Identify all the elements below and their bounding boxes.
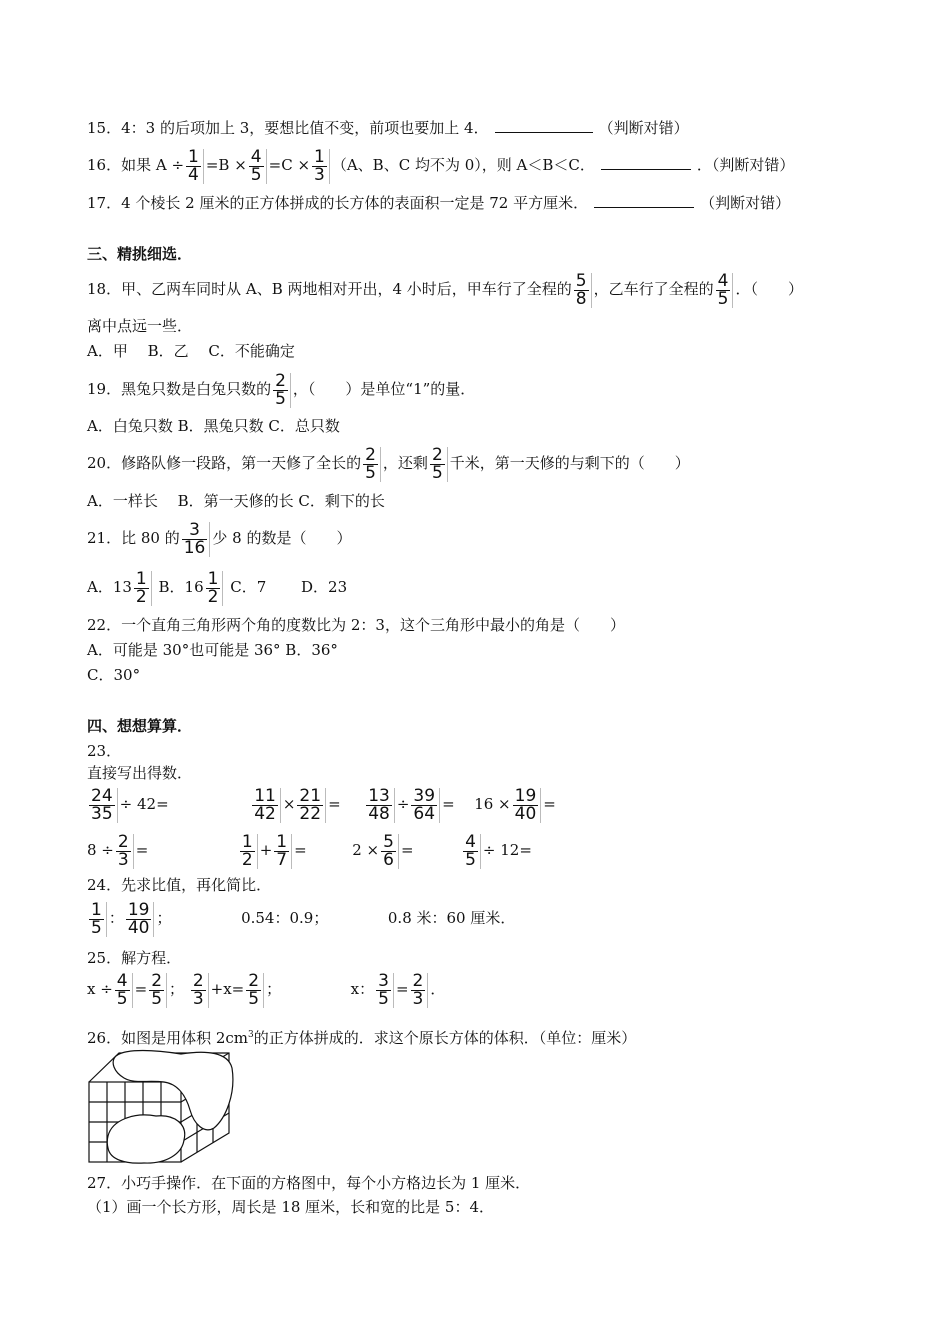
fraction: $\frac{2}{3}$ [116,834,134,869]
q19-post: ，（ ）是单位“1”的量． [292,380,476,398]
q20-mid: ，还剩 [382,454,428,472]
q25-equations [87,968,445,1010]
expr-op: ÷ 42= [119,795,169,813]
fraction: $\frac{19}{40}$ [126,902,155,937]
q27-sub1: （1）画一个长方形，周长是 18 厘米，长和宽的比是 5：4． [87,1198,495,1216]
expr-op: ÷ 12= [482,841,532,859]
q15-text: 15．4：3 的后项加上 3，要想比值不变，前项也要加上 4． [87,119,489,137]
expr-op: + [259,841,273,859]
fraction: $\frac{1}{5}$ [89,902,107,937]
q24-expressions [87,897,515,939]
fraction: $\frac{39}{64}$ [411,788,440,823]
question-15 [87,118,689,138]
fraction: $\frac{24}{35}$ [89,788,118,823]
expr-eq: = [400,841,414,859]
q20-pre: 20．修路队修一段路，第一天修了全长的 [87,454,362,472]
fraction: $\frac{2}{5}$ [363,447,381,482]
fraction: $\frac{3}{5}$ [376,973,394,1008]
ratio-colon: ： [108,909,124,927]
q18-pre: 18．甲、乙两车同时从 A、B 两地相对开出，4 小时后，甲车行了全程的 [87,280,572,298]
q20-options: A．一样长 B．第一天修的长 C．剩下的长 [87,492,385,510]
fraction: $\frac{1}{2}$ [134,571,152,606]
fraction: $\frac{5}{6}$ [381,834,399,869]
question-18 [87,268,803,310]
q17-text: 17．4 个棱长 2 厘米的正方体拼成的长方体的表面积一定是 72 平方厘米． [87,194,589,212]
cover-blob-front [107,1115,184,1163]
cuboid-figure [86,1048,236,1166]
q16-pre: 16．如果 A ÷ [87,156,185,174]
q23-number: 23． [87,742,122,760]
eq-pre: x： [350,980,375,998]
q16-eq2: =C × [268,156,311,174]
q18-post: ．（ ） [735,280,803,298]
q23-title: 直接写出得数． [87,764,193,782]
q19-pre: 19．黑兔只数是白兔只数的 [87,380,272,398]
fraction: $\frac{2}{3}$ [411,973,429,1008]
question-20 [87,442,690,484]
question-22: 22．一个直角三角形两个角的度数比为 2：3，这个三角形中最小的角是（ ） [87,616,625,634]
q21-post: 少 8 的数是（ ） [212,529,352,547]
expr-eq: = [328,795,341,813]
question-17 [87,193,790,213]
fraction: $\frac{3}{16}$ [182,522,211,557]
fraction: $\frac{4}{5}$ [115,973,133,1008]
q27-title: 27．小巧手操作．在下面的方格图中，每个小方格边长为 1 厘米． [87,1174,531,1192]
q16-tail: ．（判断对错） [696,156,795,174]
fraction: $\frac{1}{7}$ [274,834,292,869]
expr-eq: = [135,841,149,859]
fraction: $\frac{2}{5}$ [149,973,167,1008]
q18-options: A．甲 B．乙 C．不能确定 [87,342,295,360]
q26-pre: 26．如图是用体积 2cm [87,1029,249,1047]
q19-options: A．白兔只数 B．黑兔只数 C．总只数 [87,417,340,435]
q18-mid: ，乙车行了全程的 [593,280,714,298]
q24-expr-2: 0.54：0.9； [241,909,329,927]
q24-expr-3: 0.8 米：60 厘米． [387,909,516,927]
expr-pre: 16 × [474,795,511,813]
expr-pre: 2 × [352,841,380,859]
expr-eq: = [543,795,556,813]
question-16 [87,145,794,185]
fraction: $\frac{1}{3}$ [312,149,330,184]
answer-blank[interactable] [594,193,694,208]
answer-blank[interactable] [601,155,691,170]
question-26 [87,1025,636,1048]
q21-pre: 21．比 80 的 [87,529,180,547]
semicolon: ； [156,909,172,927]
q24-title: 24．先求比值，再化简比． [87,876,272,894]
fraction: $\frac{1}{2}$ [240,834,258,869]
q21-opt-b: B．16 [153,578,204,596]
q16-eq1: =B × [205,156,247,174]
section-4-heading: 四、想想算算． [87,717,193,735]
answer-blank[interactable] [495,118,593,133]
fraction: $\frac{2}{3}$ [191,973,209,1008]
fraction: $\frac{13}{48}$ [366,788,395,823]
q21-opt-rest: C．7 D．23 [225,578,348,596]
fraction: $\frac{1}{2}$ [206,571,224,606]
section-3-heading: 三、精挑细选． [87,245,193,263]
fraction: $\frac{4}{5}$ [463,834,481,869]
fraction: $\frac{19}{40}$ [513,788,542,823]
question-21 [87,517,351,559]
expr-eq: = [294,841,307,859]
fraction: $\frac{4}{5}$ [249,149,267,184]
q20-post: 千米，第一天修的与剩下的（ ） [449,454,690,472]
q26-sup: 3 [248,1030,254,1040]
q18-line2: 离中点远一些． [87,317,193,335]
eq-sign: = [134,980,148,998]
q26-post: 的正方体拼成的．求这个原长方体的体积．（单位：厘米） [253,1029,637,1047]
eq-pre: x ÷ [87,980,113,998]
fraction: $\frac{11}{42}$ [252,788,281,823]
q22-option-c: C．30° [87,666,141,684]
q21-opt-a: A．13 [87,578,132,596]
eq-mid: +x= [210,980,245,998]
period: ． [430,980,446,998]
q17-tail: （判断对错） [700,194,791,212]
semicolon: ； [169,980,185,998]
q25-title: 25．解方程． [87,949,182,967]
question-19 [87,368,475,410]
q21-options [87,566,347,608]
eq-sign: = [395,980,409,998]
fraction: $\frac{2}{5}$ [273,373,291,408]
q23-row-2 [87,829,532,871]
fraction: $\frac{2}{5}$ [246,973,264,1008]
q15-tail: （判断对错） [598,119,689,137]
fraction: $\frac{21}{22}$ [297,788,326,823]
expr-op: ÷ [396,795,410,813]
fraction: $\frac{4}{5}$ [716,273,734,308]
fraction: $\frac{2}{5}$ [430,447,448,482]
fraction: $\frac{1}{4}$ [186,149,204,184]
fraction: $\frac{5}{8}$ [574,273,592,308]
q23-row-1 [87,783,556,825]
q16-post: （A、B、C 均不为 0），则 A＜B＜C． [331,156,595,174]
expr-eq: = [442,795,455,813]
q22-options-ab: A．可能是 30°也可能是 36° B．36° [87,641,338,659]
semicolon: ； [266,980,282,998]
expr-pre: 8 ÷ [87,841,114,859]
expr-op: × [282,795,296,813]
